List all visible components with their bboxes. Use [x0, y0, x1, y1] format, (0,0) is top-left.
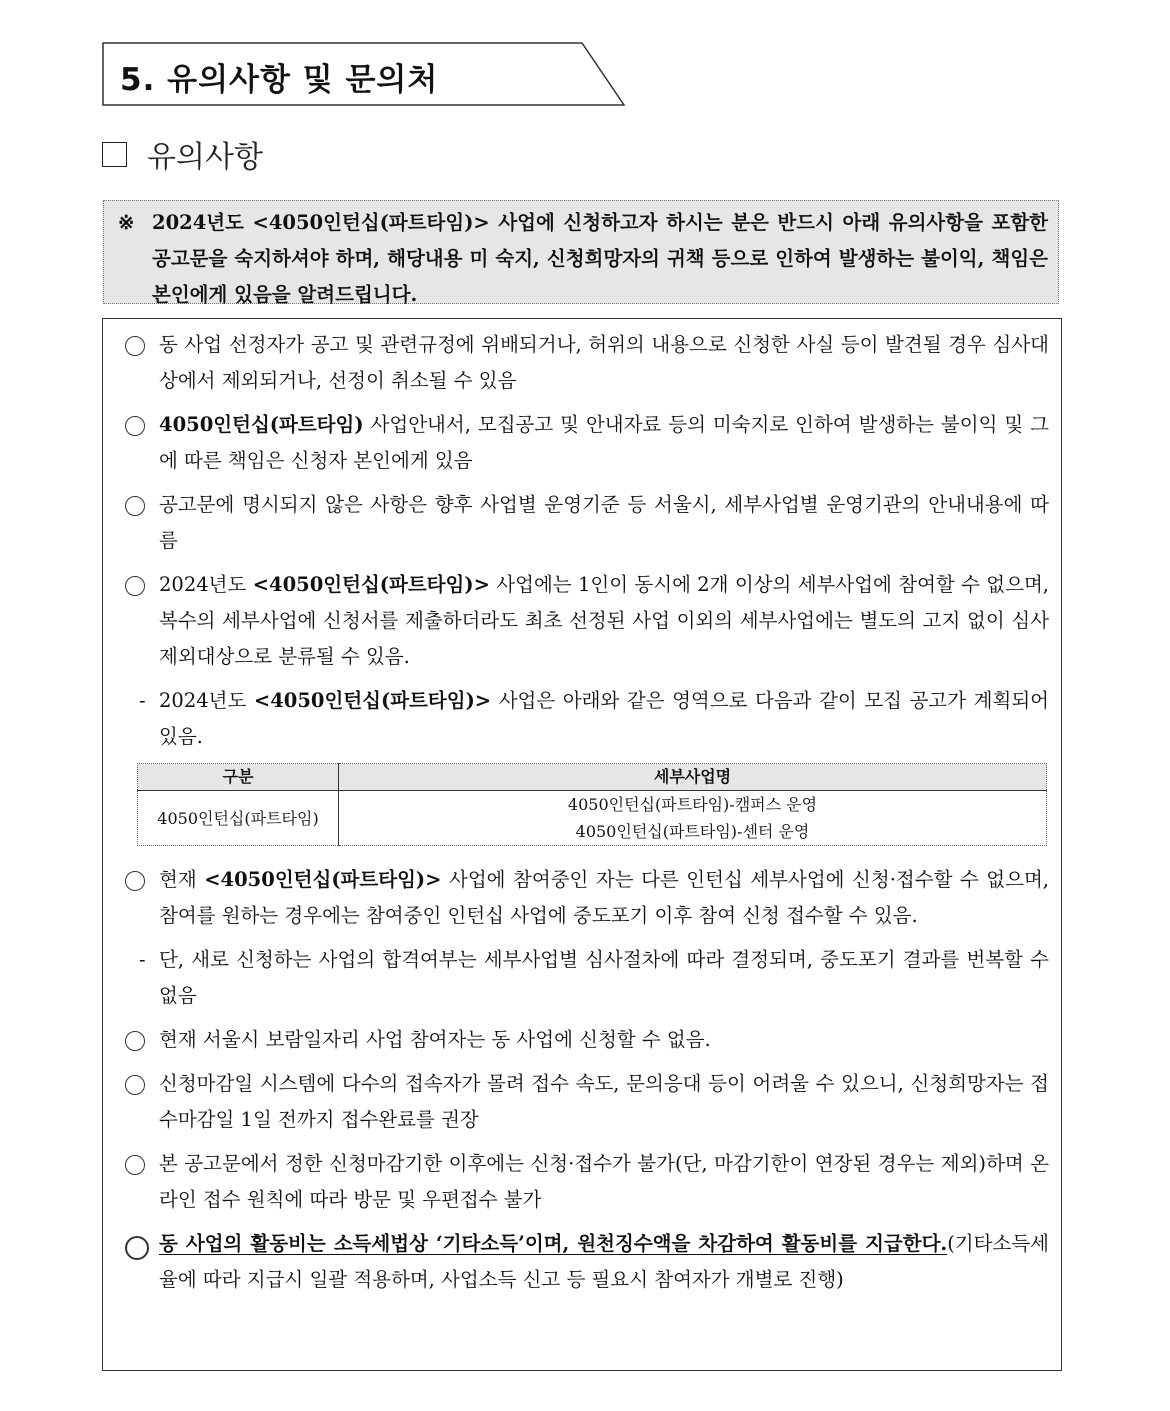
item-text: 사업에는 1인이 동시에 2개 이상의 세부사업에 참여할 수 없으며, 복수의 세부사업에 신청서를 제출하더라도 최초 선정된 사업 이외의 세부사업에는 별도의 고지 없이 심사제외대상으로 분류될 수 있음.: [159, 573, 1049, 668]
sub-item: [123, 942, 1049, 1014]
dash-bullet: -: [139, 689, 146, 712]
precaution-item: [123, 567, 1049, 675]
sub-text: 단, 새로 신청하는 사업의 합격여부는 세부사업별 심사절차에 따라 결정되며, 중도포기 결과를 번복할 수 없음: [159, 948, 1049, 1007]
column-header: 구분: [138, 764, 339, 791]
program-table: [137, 763, 1047, 846]
circle-bullet-icon: [125, 416, 145, 436]
dash-bullet: -: [139, 948, 146, 971]
precaution-item: [123, 487, 1049, 559]
item-bold: <4050인턴십(파트타임)>: [204, 868, 442, 891]
programs-cell: [339, 791, 1047, 846]
item-text: 현재 서울시 보람일자리 사업 참여자는 동 사업에 신청할 수 없음.: [159, 1028, 711, 1051]
item-text: 사업안내서, 모집공고 및 안내자료 등의 미숙지로 인하여 발생하는 불이익 및 그에 따른 책임은 신청자 본인에게 있음: [159, 413, 1049, 472]
column-header: 세부사업명: [339, 764, 1047, 791]
precaution-item: [123, 862, 1049, 934]
precautions-box: [102, 318, 1062, 1371]
circle-bullet-icon: [125, 1155, 145, 1175]
item-bold: 4050인턴십(파트타임): [159, 413, 364, 436]
item-pre: 현재: [159, 868, 205, 891]
program-name: 4050인턴십(파트타임)-캠퍼스 운영: [567, 795, 818, 814]
precaution-item: [123, 327, 1049, 399]
circle-bullet-icon: [125, 1075, 145, 1095]
precaution-item: [123, 407, 1049, 479]
table-header-row: [138, 764, 1047, 791]
reference-mark-icon: ※: [118, 211, 135, 234]
circle-bullet-icon: [125, 576, 145, 596]
sub-bold: <4050인턴십(파트타임)>: [253, 689, 492, 712]
item-text: 신청마감일 시스템에 다수의 접속자가 몰려 접수 속도, 문의응대 등이 어려울 수 있으니, 신청희망자는 접수마감일 1일 전까지 접수완료를 권장: [159, 1072, 1049, 1131]
sub-pre: 2024년도: [159, 689, 254, 712]
circle-bullet-icon: [125, 1031, 145, 1051]
section-header: [102, 42, 624, 105]
item-text: 동 사업 선정자가 공고 및 관련규정에 위배되거나, 허위의 내용으로 신청한 사실 등이 발견될 경우 심사대상에서 제외되거나, 선정이 취소될 수 있음: [159, 333, 1049, 392]
sub-text: 사업은 아래와 같은 영역으로 다음과 같이 모집 공고가 계획되어 있음.: [159, 689, 1049, 748]
section-title: 5. 유의사항 및 문의처: [120, 62, 439, 98]
item-text: 공고문에 명시되지 않은 사항은 향후 사업별 운영기준 등 서울시, 세부사업별 운영기관의 안내내용에 따름: [159, 493, 1049, 552]
item-pre: 2024년도: [159, 573, 253, 596]
precaution-item: [123, 1022, 1049, 1058]
circle-bullet-icon: [125, 496, 145, 516]
precaution-item-activity-fee: [123, 1226, 1049, 1298]
checkbox-square-icon: [102, 142, 127, 167]
table-row: [138, 791, 1047, 846]
subheading: [102, 132, 263, 176]
program-name: 4050인턴십(파트타임)-센터 운영: [575, 822, 810, 841]
item-text: 사업에 참여중인 자는 다른 인턴십 세부사업에 신청·접수할 수 없으며, 참여를 원하는 경우에는 참여중인 인턴십 사업에 중도포기 이후 참여 신청 접수할 수 있음.: [159, 868, 1049, 927]
category-cell: 4050인턴십(파트타임): [138, 791, 339, 846]
item-text: 본 공고문에서 정한 신청마감기한 이후에는 신청·접수가 불가(단, 마감기한이 연장된 경우는 제외)하며 온라인 접수 원칙에 따라 방문 및 우편접수 불가: [159, 1152, 1049, 1211]
subheading-label: 유의사항: [147, 140, 263, 175]
precaution-item: [123, 1146, 1049, 1218]
item-bold: <4050인턴십(파트타임)>: [252, 573, 490, 596]
item-text: (기타소득세율에 따라 지급시 일괄 적용하며, 사업소득 신고 등 필요시 참여자가 개별로 진행): [159, 1232, 1049, 1291]
notice-box: [103, 200, 1059, 304]
item-underlined: 동 사업의 활동비는 소득세법상 ‘기타소득’이며, 원천징수액을 차감하여 활동비를 지급한다.: [159, 1232, 948, 1255]
notice-text: 2024년도 <4050인턴십(파트타임)> 사업에 신청하고자 하시는 분은 반드시 아래 유의사항을 포함한 공고문을 숙지하셔야 하며, 해당내용 미 숙지, 신청희망자의 귀책 등으로 인하여 발생하는 불이익, 책임은 본인에게 있음을 알려드립니다.: [152, 211, 1048, 306]
precaution-item: [123, 1066, 1049, 1138]
circle-bullet-icon: [125, 336, 145, 356]
sub-item: [123, 683, 1049, 755]
circle-bullet-icon: [125, 871, 145, 891]
circle-bullet-icon: [125, 1236, 149, 1260]
